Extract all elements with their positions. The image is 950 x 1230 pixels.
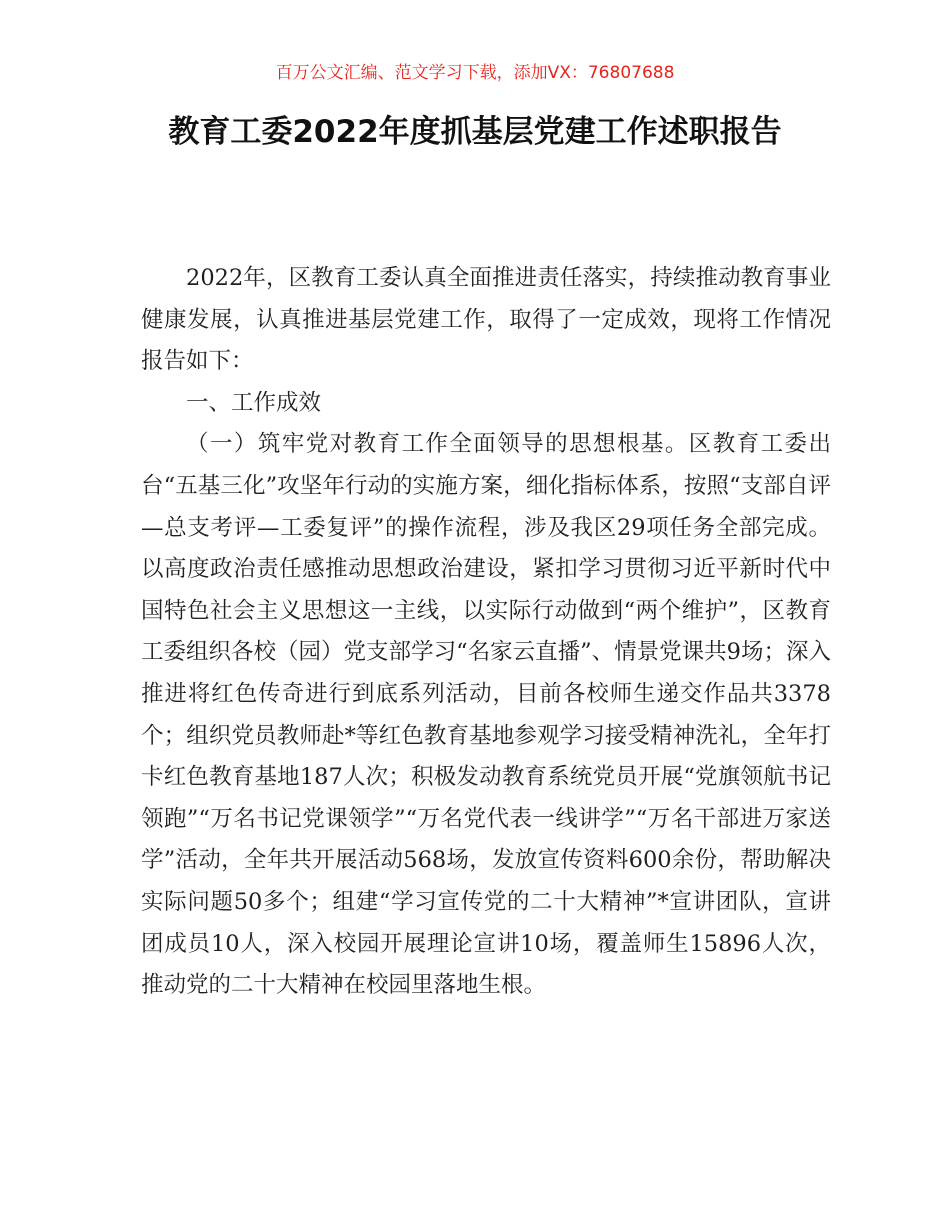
intro-paragraph: 2022年，区教育工委认真全面推进责任落实，持续推动教育事业健康发展，认真推进基层党建工作，取得了一定成效，现将工作情况报告如下： bbox=[141, 265, 831, 375]
section-heading: 一、工作成效 bbox=[186, 389, 322, 416]
document-body bbox=[141, 258, 831, 1007]
body-paragraph: （一）筑牢党对教育工作全面领导的思想根基。区教育工委出台“五基三化”攻坚年行动的实施方案，细化指标体系，按照“支部自评—总支考评—工委复评”的操作流程，涉及我区29项任务全部完成。以高度政治责任感推动思想政治建设，紧扣学习贯彻习近平新时代中国特色社会主义思想这一主线，以实际行动做到“两个维护”，区教育工委组织各校（园）党支部学习“名家云直播”、情景党课共9场；深入推进将红色传奇进行到底系列活动，目前各校师生递交作品共3378个；组织党员教师赴*等红色教育基地参观学习接受精神洗礼，全年打卡红色教育基地187人次；积极发动教育系统党员开展“党旗领航书记领跑”“万名书记党课领学”“万名党代表一线讲学”“万名干部进万家送学”活动，全年共开展活动568场，发放宣传资料600余份，帮助解决实际问题50多个；组建“学习宣传党的二十大精神”*宣讲团队，宣讲团成员10人，深入校园开展理论宣讲10场，覆盖师生15896人次，推动党的二十大精神在校园里落地生根。 bbox=[141, 431, 831, 999]
header-note: 百万公文汇编、范文学习下载，添加VX：76807688 bbox=[275, 63, 675, 83]
document-title: 教育工委2022年度抓基层党建工作述职报告 bbox=[168, 114, 782, 150]
